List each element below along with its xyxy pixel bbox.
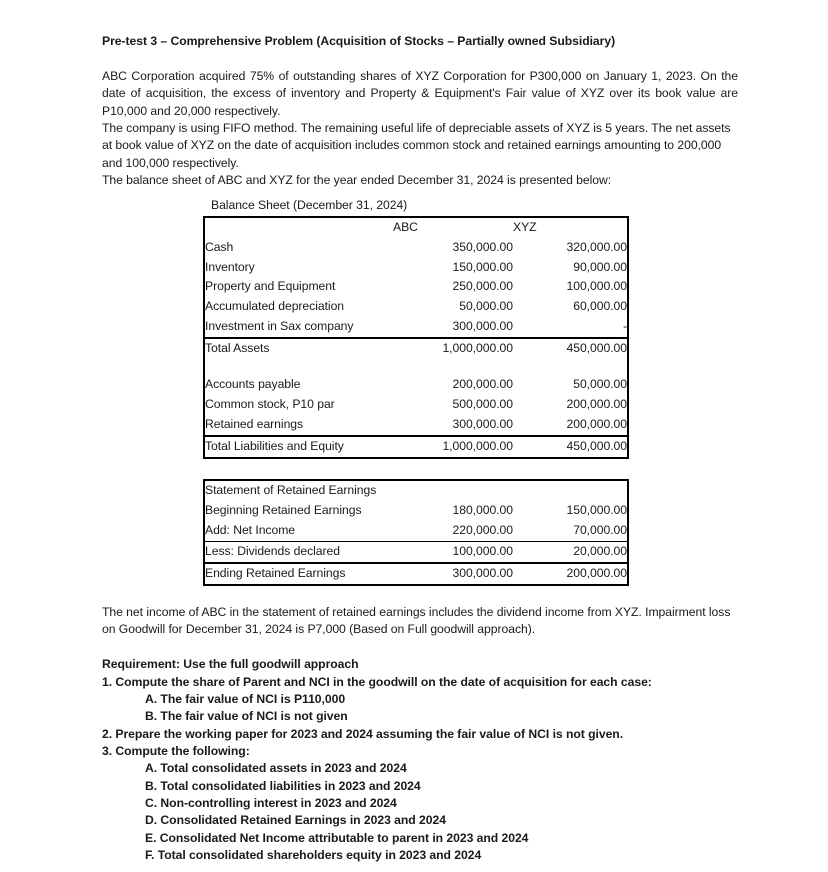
table-row (204, 258, 628, 278)
row-value-abc: 250,000.00 (452, 279, 513, 294)
spacer-cell (204, 359, 393, 375)
row-value-abc: 100,000.00 (393, 541, 513, 562)
row-value-xyz: 320,000.00 (566, 239, 627, 254)
row-value-abc: 220,000.00 (452, 522, 513, 537)
row-value-abc: 1,000,000.00 (393, 436, 513, 458)
table-row (204, 395, 628, 415)
balance-sheet-block (203, 197, 625, 459)
row-value-abc: 50,000.00 (459, 299, 513, 314)
requirement-item-3: 3. Compute the following: (102, 743, 250, 758)
retained-earnings-table (203, 479, 629, 586)
header-cell-abc: ABC (393, 219, 418, 234)
requirement-item-1b: B. The fair value of NCI is not given (145, 709, 348, 724)
row-label: Total Assets (204, 338, 393, 359)
row-value-xyz: 90,000.00 (573, 259, 627, 274)
row-value-xyz: 200,000.00 (513, 563, 628, 585)
table-row (204, 521, 628, 541)
requirement-item-1a: A. The fair value of NCI is P110,000 (145, 691, 346, 706)
row-label: Total Liabilities and Equity (204, 436, 393, 458)
row-value-abc: 300,000.00 (393, 563, 513, 585)
balance-sheet-table (203, 216, 629, 459)
row-label: Cash (205, 239, 234, 254)
row-label: Common stock, P10 par (205, 397, 335, 412)
requirement-item-1: 1. Compute the share of Parent and NCI in the goodwill on the date of acquisition for each case: (102, 674, 652, 689)
row-value-abc: 180,000.00 (452, 502, 513, 517)
table-row-total-liabilities-equity (204, 436, 628, 458)
requirement-item-3e: E. Consolidated Net Income attributable to parent in 2023 and 2024 (145, 830, 529, 845)
requirement-item-3a: A. Total consolidated assets in 2023 and 2024 (145, 761, 407, 776)
table-row (204, 541, 628, 562)
row-label: Statement of Retained Earnings (205, 482, 377, 497)
row-label: Accumulated depreciation (205, 299, 345, 314)
requirement-heading: Requirement: Use the full goodwill approach (102, 657, 359, 672)
requirements-section (102, 656, 738, 864)
row-label: Investment in Sax company (205, 319, 354, 334)
requirement-item-2: 2. Prepare the working paper for 2023 and 2024 assuming the fair value of NCI is not given. (102, 726, 624, 741)
row-value-xyz: 60,000.00 (573, 299, 627, 314)
row-value-xyz: 450,000.00 (513, 436, 628, 458)
table-row (204, 375, 628, 395)
row-label: Retained earnings (205, 417, 304, 432)
row-value-xyz: 20,000.00 (513, 541, 628, 562)
row-value-abc: 500,000.00 (452, 397, 513, 412)
row-value-xyz: - (622, 319, 627, 334)
intro-paragraph-2: The company is using FIFO method. The remaining useful life of depreciable assets of XYZ is 5 years. The net assets at book value of XYZ on the date of acquisition includes common stock and retained earnings amounting to 200,000 and 100,000 respectively. (102, 120, 731, 170)
table-row (204, 238, 628, 258)
row-label: Ending Retained Earnings (204, 563, 393, 585)
row-value-xyz: 70,000.00 (573, 522, 627, 537)
page-title: Pre-test 3 – Comprehensive Problem (Acquisition of Stocks – Partially owned Subsidiary) (102, 34, 616, 48)
row-value-abc (393, 480, 513, 501)
row-value-xyz: 200,000.00 (566, 417, 627, 432)
row-value-abc: 300,000.00 (452, 417, 513, 432)
row-value-xyz: 450,000.00 (513, 338, 628, 359)
intro-paragraph-3: The balance sheet of ABC and XYZ for the year ended December 31, 2024 is presented below: (102, 172, 612, 187)
retained-earnings-block (203, 479, 625, 586)
table-row (204, 415, 628, 436)
table-spacer-row (204, 359, 628, 375)
row-value-xyz: 50,000.00 (573, 377, 627, 392)
row-value-xyz (513, 480, 628, 501)
row-value-abc: 1,000,000.00 (393, 338, 513, 359)
row-label: Accounts payable (205, 377, 301, 392)
row-value-abc: 150,000.00 (452, 259, 513, 274)
row-value-abc: 300,000.00 (452, 319, 513, 334)
requirement-item-3d: D. Consolidated Retained Earnings in 2023 and 2024 (145, 813, 446, 828)
row-value-xyz: 100,000.00 (566, 279, 627, 294)
row-label: Property and Equipment (205, 279, 336, 294)
table-row (204, 277, 628, 297)
row-value-xyz: 150,000.00 (566, 502, 627, 517)
table-row (204, 501, 628, 521)
row-value-xyz: 200,000.00 (566, 397, 627, 412)
header-cell-blank (204, 217, 393, 238)
spacer-cell (513, 359, 628, 375)
table-row-section-title (204, 480, 628, 501)
table-row (204, 297, 628, 317)
requirement-item-3c: C. Non-controlling interest in 2023 and 2024 (145, 795, 397, 810)
row-value-abc: 350,000.00 (452, 239, 513, 254)
balance-sheet-caption: Balance Sheet (December 31, 2024) (211, 198, 408, 213)
row-value-abc: 200,000.00 (452, 377, 513, 392)
table-row-total-assets (204, 338, 628, 359)
spacer-cell (393, 359, 513, 375)
closing-paragraph: The net income of ABC in the statement of retained earnings includes the dividend income from XYZ. Impairment loss on Goodwill for December 31, 2024 is P7,000 (Based on Full goodwill approach). (102, 604, 731, 636)
table-row (204, 317, 628, 338)
requirement-item-3b: B. Total consolidated liabilities in 2023 and 2024 (145, 778, 421, 793)
row-label: Less: Dividends declared (204, 541, 393, 562)
row-label: Inventory (205, 259, 255, 274)
table-header-row (204, 217, 628, 238)
requirement-item-3f: F. Total consolidated shareholders equity in 2023 and 2024 (145, 847, 482, 862)
intro-paragraph-1: ABC Corporation acquired 75% of outstanding shares of XYZ Corporation for P300,000 on January 1, 2023. On the date of acquisition, the excess of inventory and Property & Equipment's Fair value of XYZ over its book value are P10,000 and 20,000 respectively. (102, 68, 738, 118)
row-label: Add: Net Income (205, 522, 296, 537)
header-cell-xyz: XYZ (513, 219, 537, 234)
row-label: Beginning Retained Earnings (205, 502, 362, 517)
table-row-ending-retained-earnings (204, 563, 628, 585)
